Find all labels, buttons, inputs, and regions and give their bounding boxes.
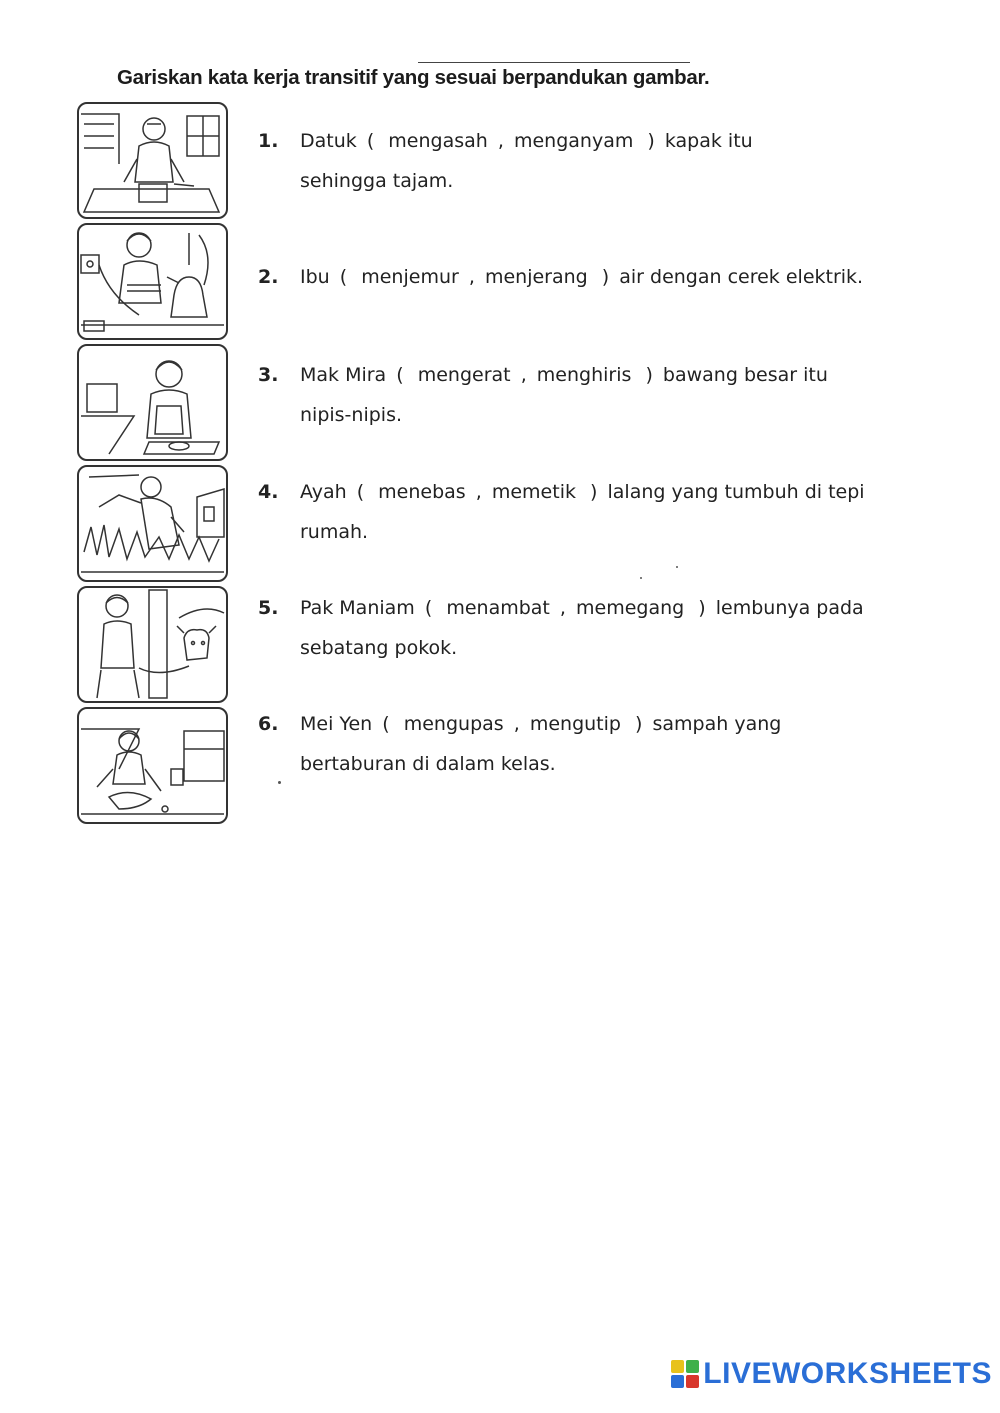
- question-subject: Pak Maniam: [300, 597, 415, 619]
- question-rest: lembunya pada: [715, 597, 864, 619]
- question-number: 5.: [258, 597, 279, 619]
- open-paren: (: [339, 266, 348, 288]
- comma: ,: [468, 266, 475, 288]
- question-rest: kapak itu: [664, 130, 753, 152]
- close-paren: ): [601, 266, 610, 288]
- option-2[interactable]: memegang: [576, 597, 685, 619]
- open-paren: (: [382, 713, 390, 735]
- grandfather-sharpening-axe-icon: [79, 104, 226, 217]
- option-1[interactable]: menambat: [446, 597, 550, 619]
- option-2[interactable]: menghiris: [536, 364, 632, 386]
- open-paren: (: [396, 364, 404, 386]
- panel-2: [77, 223, 228, 340]
- question-line-2: sehingga tajam.: [300, 170, 454, 192]
- panel-5: [77, 586, 228, 703]
- comma: ,: [513, 713, 520, 735]
- stray-dot: [676, 566, 678, 568]
- father-cutting-grass-icon: [79, 467, 226, 580]
- option-1[interactable]: menebas: [378, 481, 466, 503]
- open-paren: (: [366, 130, 375, 152]
- question-number: 4.: [258, 481, 279, 503]
- option-2[interactable]: menjerang: [484, 266, 588, 288]
- panel-3: [77, 344, 228, 461]
- option-1[interactable]: mengerat: [417, 364, 511, 386]
- question-line-2: nipis-nipis.: [300, 404, 403, 426]
- comma: ,: [475, 481, 482, 503]
- question-subject: Ibu: [300, 266, 330, 288]
- close-paren: ): [698, 597, 706, 619]
- man-tying-cow-icon: [79, 588, 226, 701]
- question-subject: Ayah: [300, 481, 347, 503]
- question-number: 2.: [258, 266, 279, 288]
- question-line-2: sebatang pokok.: [300, 637, 458, 659]
- question-rest: lalang yang tumbuh di tepi: [607, 481, 865, 503]
- open-paren: (: [424, 597, 433, 619]
- close-paren: ): [645, 364, 653, 386]
- option-1[interactable]: mengupas: [403, 713, 504, 735]
- question-rest: bawang besar itu: [662, 364, 828, 386]
- question-number: 3.: [258, 364, 279, 386]
- liveworksheets-logo-icon: [671, 1360, 699, 1388]
- stray-dot: [278, 781, 281, 784]
- illustration-column: [77, 102, 227, 828]
- comma: ,: [520, 364, 527, 386]
- panel-1: [77, 102, 228, 219]
- woman-slicing-onion-icon: [79, 346, 226, 459]
- question-subject: Datuk: [300, 130, 357, 152]
- option-1[interactable]: mengasah: [388, 130, 488, 152]
- mother-boiling-kettle-icon: [79, 225, 226, 338]
- comma: ,: [497, 130, 504, 152]
- option-2[interactable]: memetik: [491, 481, 576, 503]
- comma: ,: [559, 597, 566, 619]
- watermark-text: LIVEWORKSHEETS: [703, 1357, 992, 1390]
- question-number: 1.: [258, 130, 279, 152]
- question-subject: Mei Yen: [300, 713, 373, 735]
- stray-dot: [640, 577, 642, 579]
- close-paren: ): [647, 130, 655, 152]
- close-paren: ): [635, 713, 643, 735]
- question-line-2: rumah.: [300, 521, 369, 543]
- girl-picking-rubbish-icon: [79, 709, 226, 822]
- name-line: [418, 62, 690, 63]
- open-paren: (: [356, 481, 365, 503]
- question-line-2: bertaburan di dalam kelas.: [300, 753, 556, 775]
- panel-4: [77, 465, 228, 582]
- question-subject: Mak Mira: [300, 364, 387, 386]
- option-2[interactable]: mengutip: [529, 713, 621, 735]
- instruction-heading: Gariskan kata kerja transitif yang sesuai berpandukan gambar.: [117, 66, 710, 89]
- option-2[interactable]: menganyam: [513, 130, 634, 152]
- question-rest: air dengan cerek elektrik.: [619, 266, 864, 288]
- liveworksheets-watermark: [671, 1357, 992, 1391]
- close-paren: ): [590, 481, 598, 503]
- panel-6: [77, 707, 228, 824]
- question-number: 6.: [258, 713, 279, 735]
- option-1[interactable]: menjemur: [361, 266, 459, 288]
- question-rest: sampah yang: [652, 713, 782, 735]
